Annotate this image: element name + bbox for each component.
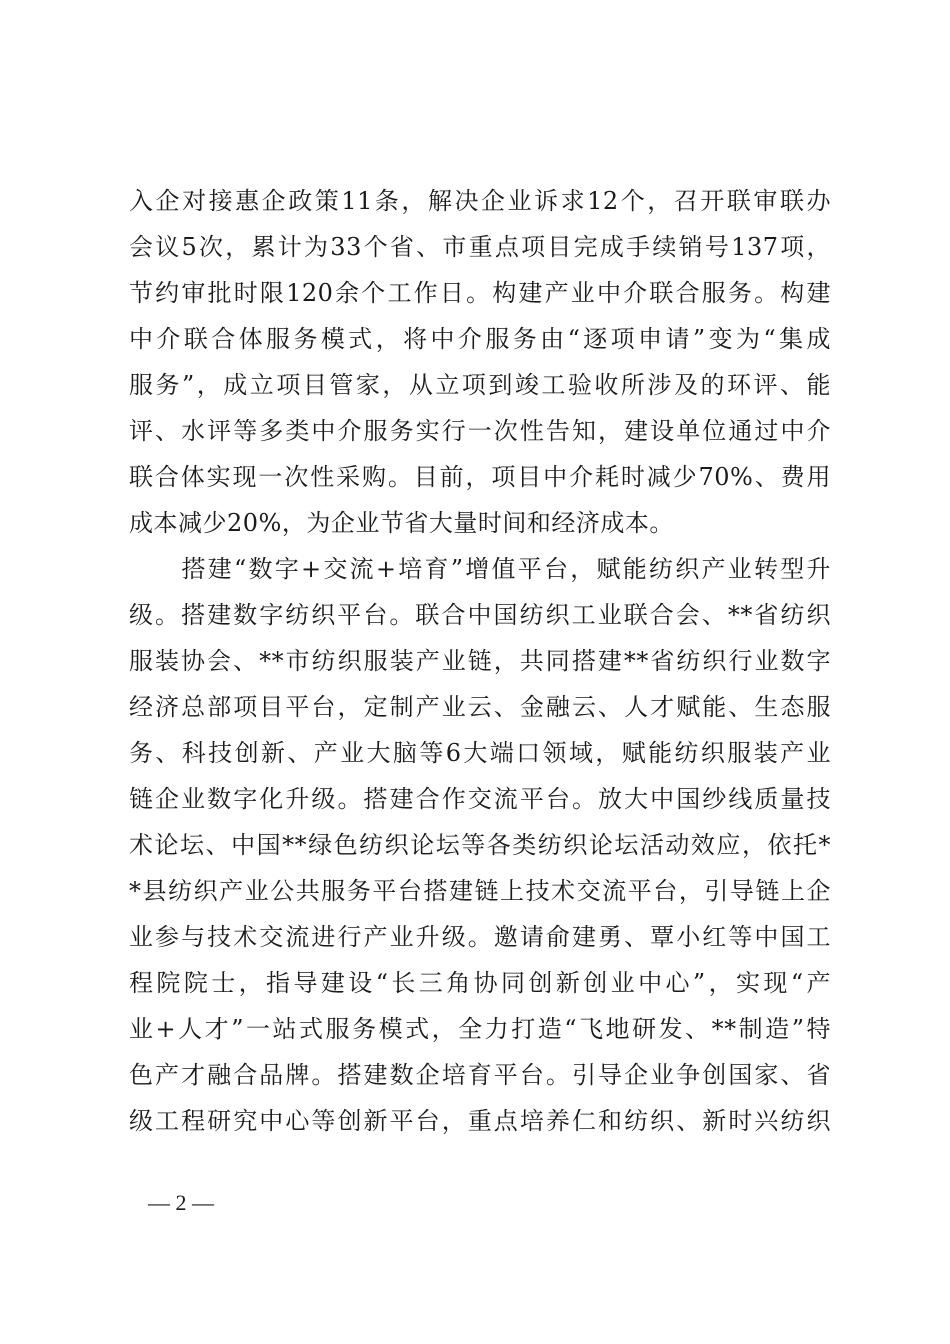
text-line: 节约审批时限120余个工作日。构建产业中介联合服务。构建: [129, 279, 831, 307]
text-line: 级工程研究中心等创新平台，重点培养仁和纺织、新时兴纺织: [129, 1107, 831, 1135]
text-line: 搭建“数字+交流+培育”增值平台，赋能纺织产业转型升: [129, 555, 831, 583]
text-line: 业+人才”一站式服务模式，全力打造“飞地研发、**制造”特: [129, 1015, 831, 1043]
paragraph-2: [129, 546, 831, 1144]
text-line: 会议5次，累计为33个省、市重点项目完成手续销号137项，: [129, 233, 831, 261]
text-line: 评、水评等多类中介服务实行一次性告知，建设单位通过中介: [129, 417, 831, 445]
text-line: 链企业数字化升级。搭建合作交流平台。放大中国纱线质量技: [129, 785, 831, 813]
text-line: 服务”，成立项目管家，从立项到竣工验收所涉及的环评、能: [129, 371, 831, 399]
paragraph-1: [129, 178, 831, 546]
text-line: *县纺织产业公共服务平台搭建链上技术交流平台，引导链上企: [129, 877, 831, 905]
page-number: — 2 —: [148, 1190, 214, 1215]
text-line: 业参与技术交流进行产业升级。邀请俞建勇、覃小红等中国工: [129, 923, 831, 951]
text-line: 联合体实现一次性采购。目前，项目中介耗时减少70%、费用: [129, 463, 831, 491]
text-line: 中介联合体服务模式，将中介服务由“逐项申请”变为“集成: [129, 325, 831, 353]
text-line: 服装协会、**市纺织服装产业链，共同搭建**省纺织行业数字: [129, 647, 831, 675]
text-line: 程院院士，指导建设“长三角协同创新创业中心”，实现“产: [129, 969, 831, 997]
text-line: 术论坛、中国**绿色纺织论坛等各类纺织论坛活动效应，依托*: [129, 831, 831, 859]
text-line: 入企对接惠企政策11条，解决企业诉求12个，召开联审联办: [129, 187, 831, 215]
text-line: 色产才融合品牌。搭建数企培育平台。引导企业争创国家、省: [129, 1061, 831, 1089]
text-line: 成本减少20%，为企业节省大量时间和经济成本。: [129, 509, 674, 537]
body-text: [129, 178, 831, 1144]
text-line: 经济总部项目平台，定制产业云、金融云、人才赋能、生态服: [129, 693, 831, 721]
text-line: 级。搭建数字纺织平台。联合中国纺织工业联合会、**省纺织: [129, 601, 831, 629]
text-line: 务、科技创新、产业大脑等6大端口领域，赋能纺织服装产业: [129, 739, 831, 767]
